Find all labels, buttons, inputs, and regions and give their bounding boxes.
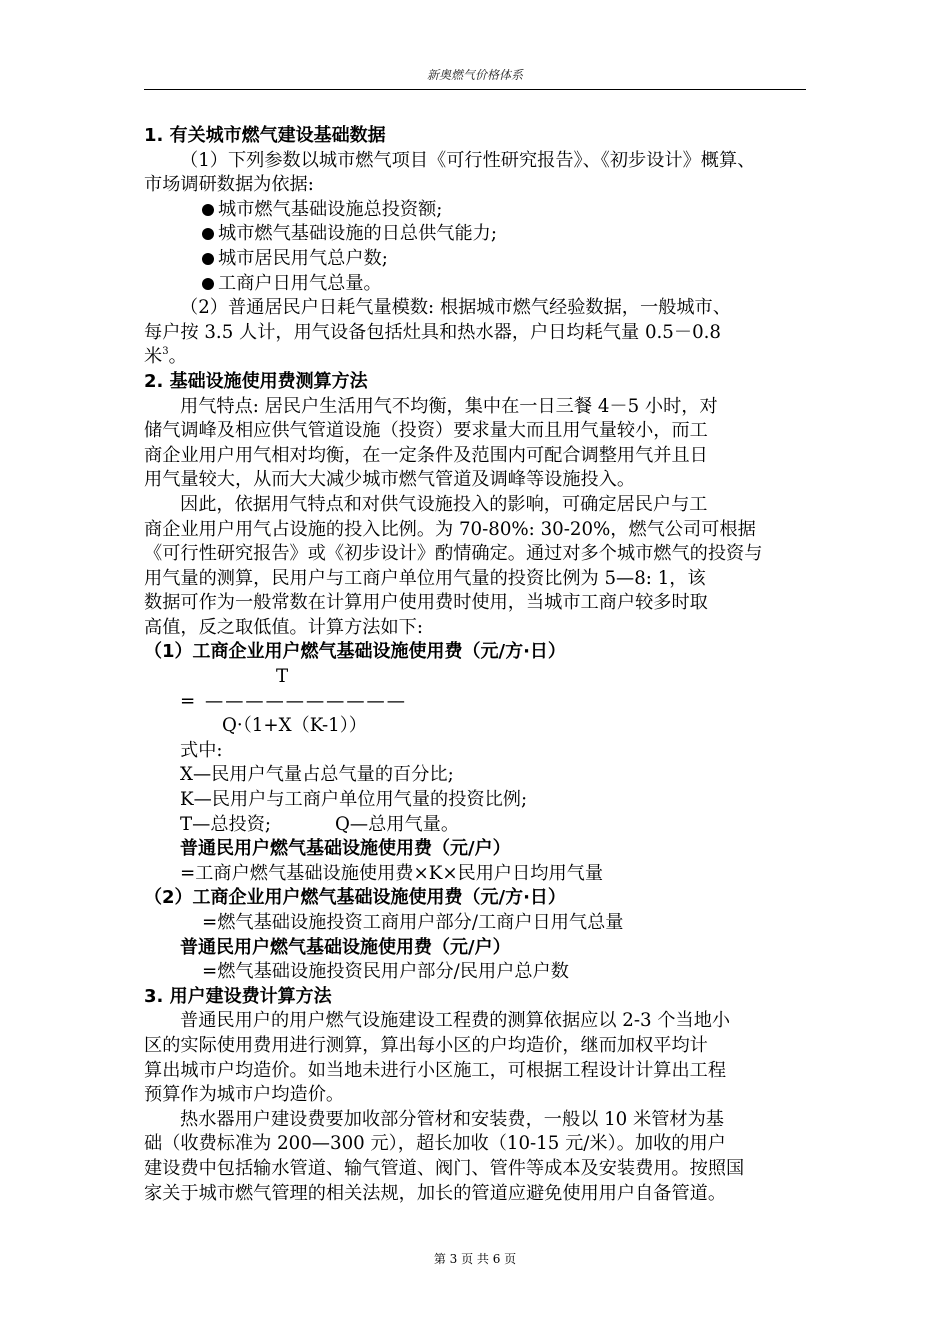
bullet-item: 城市居民用气总户数; xyxy=(144,247,808,272)
paragraph-line: 市场调研数据为依据: xyxy=(144,174,314,196)
paragraph-line: 础（收费标准为 200—300 元），超长加收（10-15 元/米）。加收的用户 xyxy=(144,1133,726,1155)
header-title: 新奥燃气价格体系 xyxy=(426,68,523,82)
paragraph-line: 家关于城市燃气管理的相关法规，加长的管道应避免使用用户自备管道。 xyxy=(144,1182,727,1204)
section-1-title: 1. 有关城市燃气建设基础数据 xyxy=(144,125,386,146)
bullet-item: 工商户日用气总量。 xyxy=(144,272,808,297)
formula-denominator: Q·（1+X（K-1）） xyxy=(222,715,367,737)
bullet-icon xyxy=(202,278,214,290)
paragraph-line: 用气量较大，从而大大减少城市燃气管道及调峰等设施投入。 xyxy=(144,469,636,491)
definition-t-q: T—总投资; Q—总用气量。 xyxy=(180,813,460,835)
section-2-title: 2. 基础设施使用费测算方法 xyxy=(144,370,368,392)
paragraph-line: 用气量的测算，民用户与工商户单位用气量的投资比例为 5—8: 1，该 xyxy=(144,567,706,589)
bullet-icon xyxy=(202,204,214,216)
definition-k: K—民用户与工商户单位用气量的投资比例; xyxy=(180,789,528,811)
paragraph-line: 预算作为城市户均造价。 xyxy=(144,1084,345,1106)
paragraph-line: 普通民用户的用户燃气设施建设工程费的测算依据应以 2-3 个当地小 xyxy=(180,1010,731,1032)
document-body xyxy=(144,124,808,1206)
paragraph-line: 每户按 3.5 人计，用气设备包括灶具和热水器，户日均耗气量 0.5－0.8 xyxy=(144,321,721,343)
definition-x: X—民用户气量占总气量的百分比; xyxy=(180,764,454,786)
paragraph-line: 储气调峰及相应供气管道设施（投资）要求量大而且用气量较小，而工 xyxy=(144,420,708,442)
formula-1-result: =工商户燃气基础设施使用费×K×民用户日均用气量 xyxy=(180,862,604,884)
formula-1-title: （1）工商企业用户燃气基础设施使用费（元/方·日） xyxy=(144,641,566,663)
paragraph-line: 商企业用户用气占设施的投入比例。为 70-80%: 30-20%，燃气公司可根据 xyxy=(144,518,756,540)
formula-2-result: =燃气基础设施投资民用户部分/民用户总户数 xyxy=(202,961,569,983)
bullet-icon xyxy=(202,228,214,240)
bullet-item: 城市燃气基础设施的日总供气能力; xyxy=(144,222,808,247)
bullet-icon xyxy=(202,253,214,265)
paragraph-line: 商企业用户用气相对均衡，在一定条件及范围内可配合调整用气并且日 xyxy=(144,444,708,466)
paragraph-line: 建设费中包括输水管道、输气管道、阀门、管件等成本及安装费用。按照国 xyxy=(144,1157,745,1179)
formula-fraction-line: = —————————— xyxy=(180,690,407,712)
paragraph-line: 高值，反之取低值。计算方法如下: xyxy=(144,616,423,638)
paragraph-line: 热水器用户建设费要加收部分管材和安装费，一般以 10 米管材为基 xyxy=(180,1108,724,1130)
page-header xyxy=(144,66,806,90)
formula-numerator: T xyxy=(276,666,289,688)
paragraph-line: 《可行性研究报告》或《初步设计》酌情确定。通过对多个城市燃气的投资与 xyxy=(144,543,763,565)
formula-2-title: （2）工商企业用户燃气基础设施使用费（元/方·日） xyxy=(144,887,566,909)
paragraph-line: 用气特点: 居民户生活用气不均衡，集中在一日三餐 4－5 小时，对 xyxy=(180,395,718,417)
paragraph-line: 米$^3$。 xyxy=(144,346,187,368)
where-label: 式中: xyxy=(180,739,223,761)
paragraph-line: 区的实际使用费用进行测算，算出每小区的户均造价，继而加权平均计 xyxy=(144,1034,708,1056)
page-number: 第 3 页 共 6 页 xyxy=(433,1252,517,1266)
formula-1-result-title: 普通民用户燃气基础设施使用费（元/户） xyxy=(180,838,511,860)
paragraph-line: （1）下列参数以城市燃气项目《可行性研究报告》、《初步设计》概算、 xyxy=(180,149,756,171)
formula-2: =燃气基础设施投资工商用户部分/工商户日用气总量 xyxy=(202,912,624,933)
page-footer xyxy=(0,1250,950,1267)
paragraph-line: （2）普通居民户日耗气量模数: 根据城市燃气经验数据，一般城市、 xyxy=(180,297,731,319)
paragraph-line: 算出城市户均造价。如当地未进行小区施工，可根据工程设计计算出工程 xyxy=(144,1059,727,1081)
paragraph-line: 数据可作为一般常数在计算用户使用费时使用，当城市工商户较多时取 xyxy=(144,592,708,614)
formula-2-result-title: 普通民用户燃气基础设施使用费（元/户） xyxy=(180,936,511,958)
bullet-item: 城市燃气基础设施总投资额; xyxy=(144,198,808,223)
paragraph-line: 因此，依据用气特点和对供气设施投入的影响，可确定居民户与工 xyxy=(180,493,708,515)
section-3-title: 3. 用户建设费计算方法 xyxy=(144,985,332,1007)
